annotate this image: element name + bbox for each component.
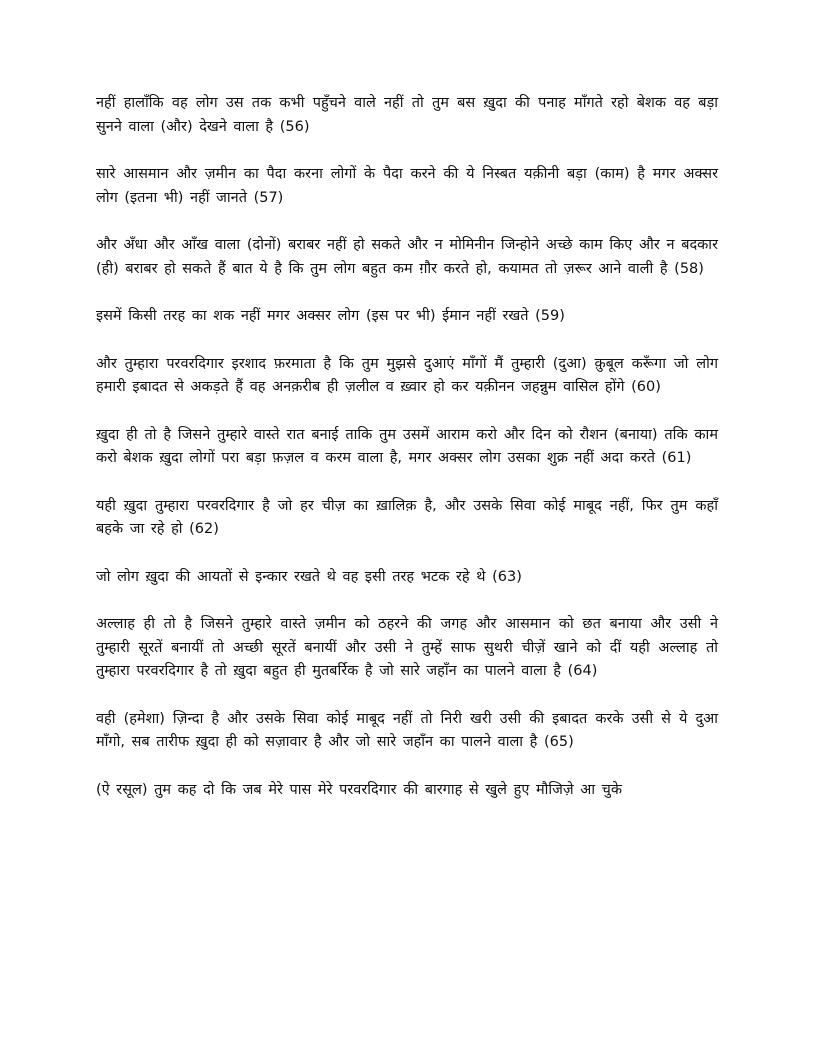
document-page [96, 92, 718, 826]
verse-paragraph-58: और अँधा और आँख वाला (दोनों) बराबर नहीं हो सकते और न मोमिनीन जिन्होने अच्छे काम किए और न बदकार (ही) बराबर हो सकते हैं बात ये है कि तुम लोग बहुत कम ग़ौर करते हो, कयामत तो ज़रूर आने वाली है (58) [96, 237, 718, 277]
verse-paragraph-65: वही (हमेशा) ज़िन्दा है और उसके सिवा कोई माबूद नहीं तो निरी खरी उसी की इबादत करके उसी से ये दुआ माँगो, सब तारीफ ख़ुदा ही को सज़ावार है और जो सारे जहाँन का पालने वाला है (65) [96, 710, 718, 750]
verse-paragraph-60: और तुम्हारा परवरदिगार इरशाद फ़रमाता है कि तुम मुझसे दुआएं माँगों मैं तुम्हारी (दुआ) क़ुबूल करूँगा जो लोग हमारी इबादत से अकड़ते हैं वह अनक़रीब ही ज़लील व ख़्वार हो कर यक़ीनन जहन्नुम वासिल होंगे (60) [96, 355, 718, 395]
verse-paragraph-56: नहीं हालाँकि वह लोग उस तक कभी पहुँचने वाले नहीं तो तुम बस ख़ुदा की पनाह माँगते रहो बेशक वह बड़ा सुनने वाला (और) देखने वाला है (56) [96, 95, 718, 135]
verse-paragraph-57: सारे आसमान और ज़मीन का पैदा करना लोगों के पैदा करने की ये निस्बत यक़ीनी बड़ा (काम) है मगर अक्सर लोग (इतना भी) नहीं जानते (57) [96, 166, 718, 206]
verse-paragraph-64: अल्लाह ही तो है जिसने तुम्हारे वास्ते ज़मीन को ठहरने की जगह और आसमान को छत बनाया और उसी ने तुम्हारी सूरतें बनायीं तो अच्छी सूरतें बनायीं और उसी ने तुम्हें साफ सुथरी चीज़ें खाने को दीं यही अल्लाह तो तुम्हारा परवरदिगार है तो ख़ुदा बहुत ही मुतबर्रिक है जो सारे जहाँन का पालने वाला है (64) [96, 616, 718, 679]
verse-paragraph-63: जो लोग ख़ुदा की आयतों से इन्कार रखते थे वह इसी तरह भटक रहे थे (63) [96, 568, 522, 585]
verse-paragraph-61: ख़ुदा ही तो है जिसने तुम्हारे वास्ते रात बनाई ताकि तुम उसमें आराम करो और दिन को रौशन (बनाया) तकि काम करो बेशक ख़ुदा लोगों परा बड़ा फ़ज़ल व करम वाला है, मगर अक्सर लोग उसका शुक्र नहीं अदा करते (61) [96, 426, 718, 466]
verse-paragraph-59: इसमें किसी तरह का शक नहीं मगर अक्सर लोग (इस पर भी) ईमान नहीं रखते (59) [96, 308, 565, 324]
verse-paragraph-66-partial: (ऐ रसूल) तुम कह दो कि जब मेरे पास मेरे परवरदिगार की बारगाह से खुले हुए मौजिज़े आ चुके [96, 781, 623, 798]
verse-paragraph-62: यही ख़ुदा तुम्हारा परवरदिगार है जो हर चीज़ का ख़ालिक़ है, और उसके सिवा कोई माबूद नहीं, फिर तुम कहाँ बहके जा रहे हो (62) [96, 497, 718, 537]
